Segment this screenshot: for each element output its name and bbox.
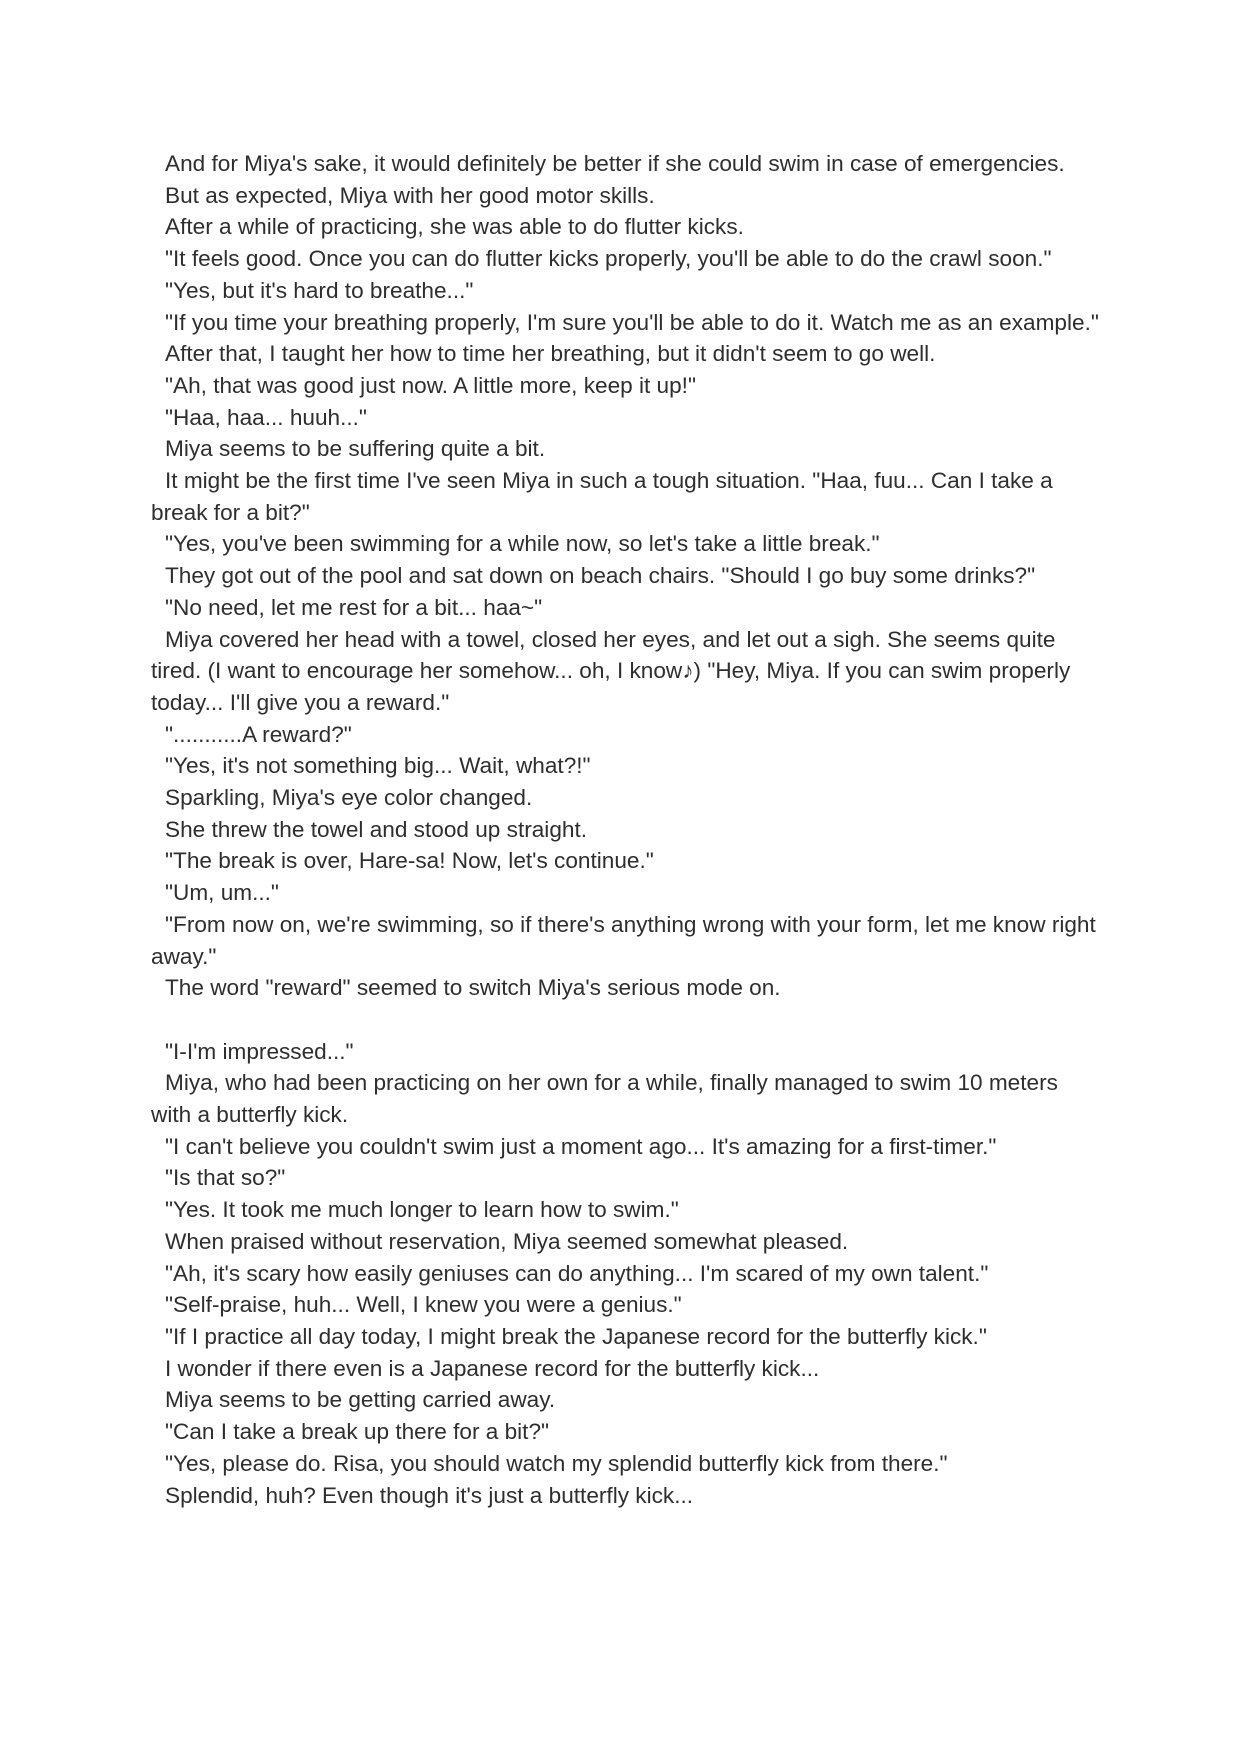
paragraph: "Yes. It took me much longer to learn how to swim." xyxy=(165,1197,679,1223)
paragraph: "Self-praise, huh... Well, I knew you were a genius." xyxy=(165,1292,682,1318)
paragraph: And for Miya's sake, it would definitely be better if she could swim in case of emergencies. xyxy=(165,151,1065,176)
paragraph: Splendid, huh? Even though it's just a butterfly kick... xyxy=(165,1482,694,1508)
paragraph: I wonder if there even is a Japanese record for the butterfly kick... xyxy=(165,1355,820,1381)
paragraph: Miya seems to be suffering quite a bit. xyxy=(165,436,546,462)
paragraph: "Ah, it's scary how easily geniuses can do anything... I'm scared of my own talent." xyxy=(165,1260,989,1286)
paragraph: "Yes, you've been swimming for a while now, so let's take a little break." xyxy=(165,531,880,557)
paragraph: But as expected, Miya with her good motor skills. xyxy=(165,182,655,208)
paragraph: "Yes, please do. Risa, you should watch my splendid butterfly kick from there." xyxy=(165,1450,948,1476)
paragraph: Miya, who had been practicing on her own for a while, finally managed to swim 10 meters with a butterfly kick. xyxy=(151,1070,1058,1128)
paragraph: After a while of practicing, she was able to do flutter kicks. xyxy=(165,214,744,240)
paragraph: "I can't believe you couldn't swim just a moment ago... It's amazing for a first-timer." xyxy=(165,1133,997,1159)
paragraph: It might be the first time I've seen Miya in such a tough situation. "Haa, fuu... Can I take a break for a bit?" xyxy=(151,468,1053,525)
paragraph: The word "reward" seemed to switch Miya's serious mode on. xyxy=(165,975,781,1001)
story-text xyxy=(151,148,1101,1511)
paragraph: "It feels good. Once you can do flutter kicks properly, you'll be able to do the crawl soon." xyxy=(165,246,1052,272)
paragraph: "From now on, we're swimming, so if there's anything wrong with your form, let me know right away." xyxy=(151,911,1096,969)
paragraph: "If I practice all day today, I might break the Japanese record for the butterfly kick." xyxy=(165,1324,987,1349)
paragraph: "No need, let me rest for a bit... haa~" xyxy=(165,594,543,620)
paragraph: When praised without reservation, Miya seemed somewhat pleased. xyxy=(165,1228,849,1254)
paragraph: "Haa, haa... huuh..." xyxy=(165,404,367,430)
paragraph: She threw the towel and stood up straight. xyxy=(165,816,588,842)
paragraph: "...........A reward?" xyxy=(165,721,352,747)
section-break xyxy=(151,1004,1101,1036)
paragraph: "Can I take a break up there for a bit?" xyxy=(165,1419,550,1445)
paragraph: "Yes, it's not something big... Wait, what?!" xyxy=(165,753,591,779)
paragraph: "The break is over, Hare-sa! Now, let's continue." xyxy=(165,848,654,874)
paragraph: "If you time your breathing properly, I'm sure you'll be able to do it. Watch me as an example." xyxy=(165,309,1099,335)
paragraph: After that, I taught her how to time her breathing, but it didn't seem to go well. xyxy=(165,341,936,367)
paragraph: "I-I'm impressed..." xyxy=(165,1038,354,1064)
paragraph: "Ah, that was good just now. A little more, keep it up!" xyxy=(165,372,696,398)
paragraph: "Is that so?" xyxy=(165,1165,286,1191)
paragraph: Miya seems to be getting carried away. xyxy=(165,1387,556,1413)
paragraph: Miya covered her head with a towel, closed her eyes, and let out a sigh. She seems quite tired. (I want to encourage her somehow... oh, I know♪) "Hey, Miya. If you can swim properly today... I'll give you a reward." xyxy=(151,626,1071,715)
paragraph: "Um, um..." xyxy=(165,880,279,906)
paragraph: They got out of the pool and sat down on beach chairs. "Should I go buy some drinks?" xyxy=(165,563,1036,589)
paragraph: Sparkling, Miya's eye color changed. xyxy=(165,785,533,811)
paragraph: "Yes, but it's hard to breathe..." xyxy=(165,277,474,303)
